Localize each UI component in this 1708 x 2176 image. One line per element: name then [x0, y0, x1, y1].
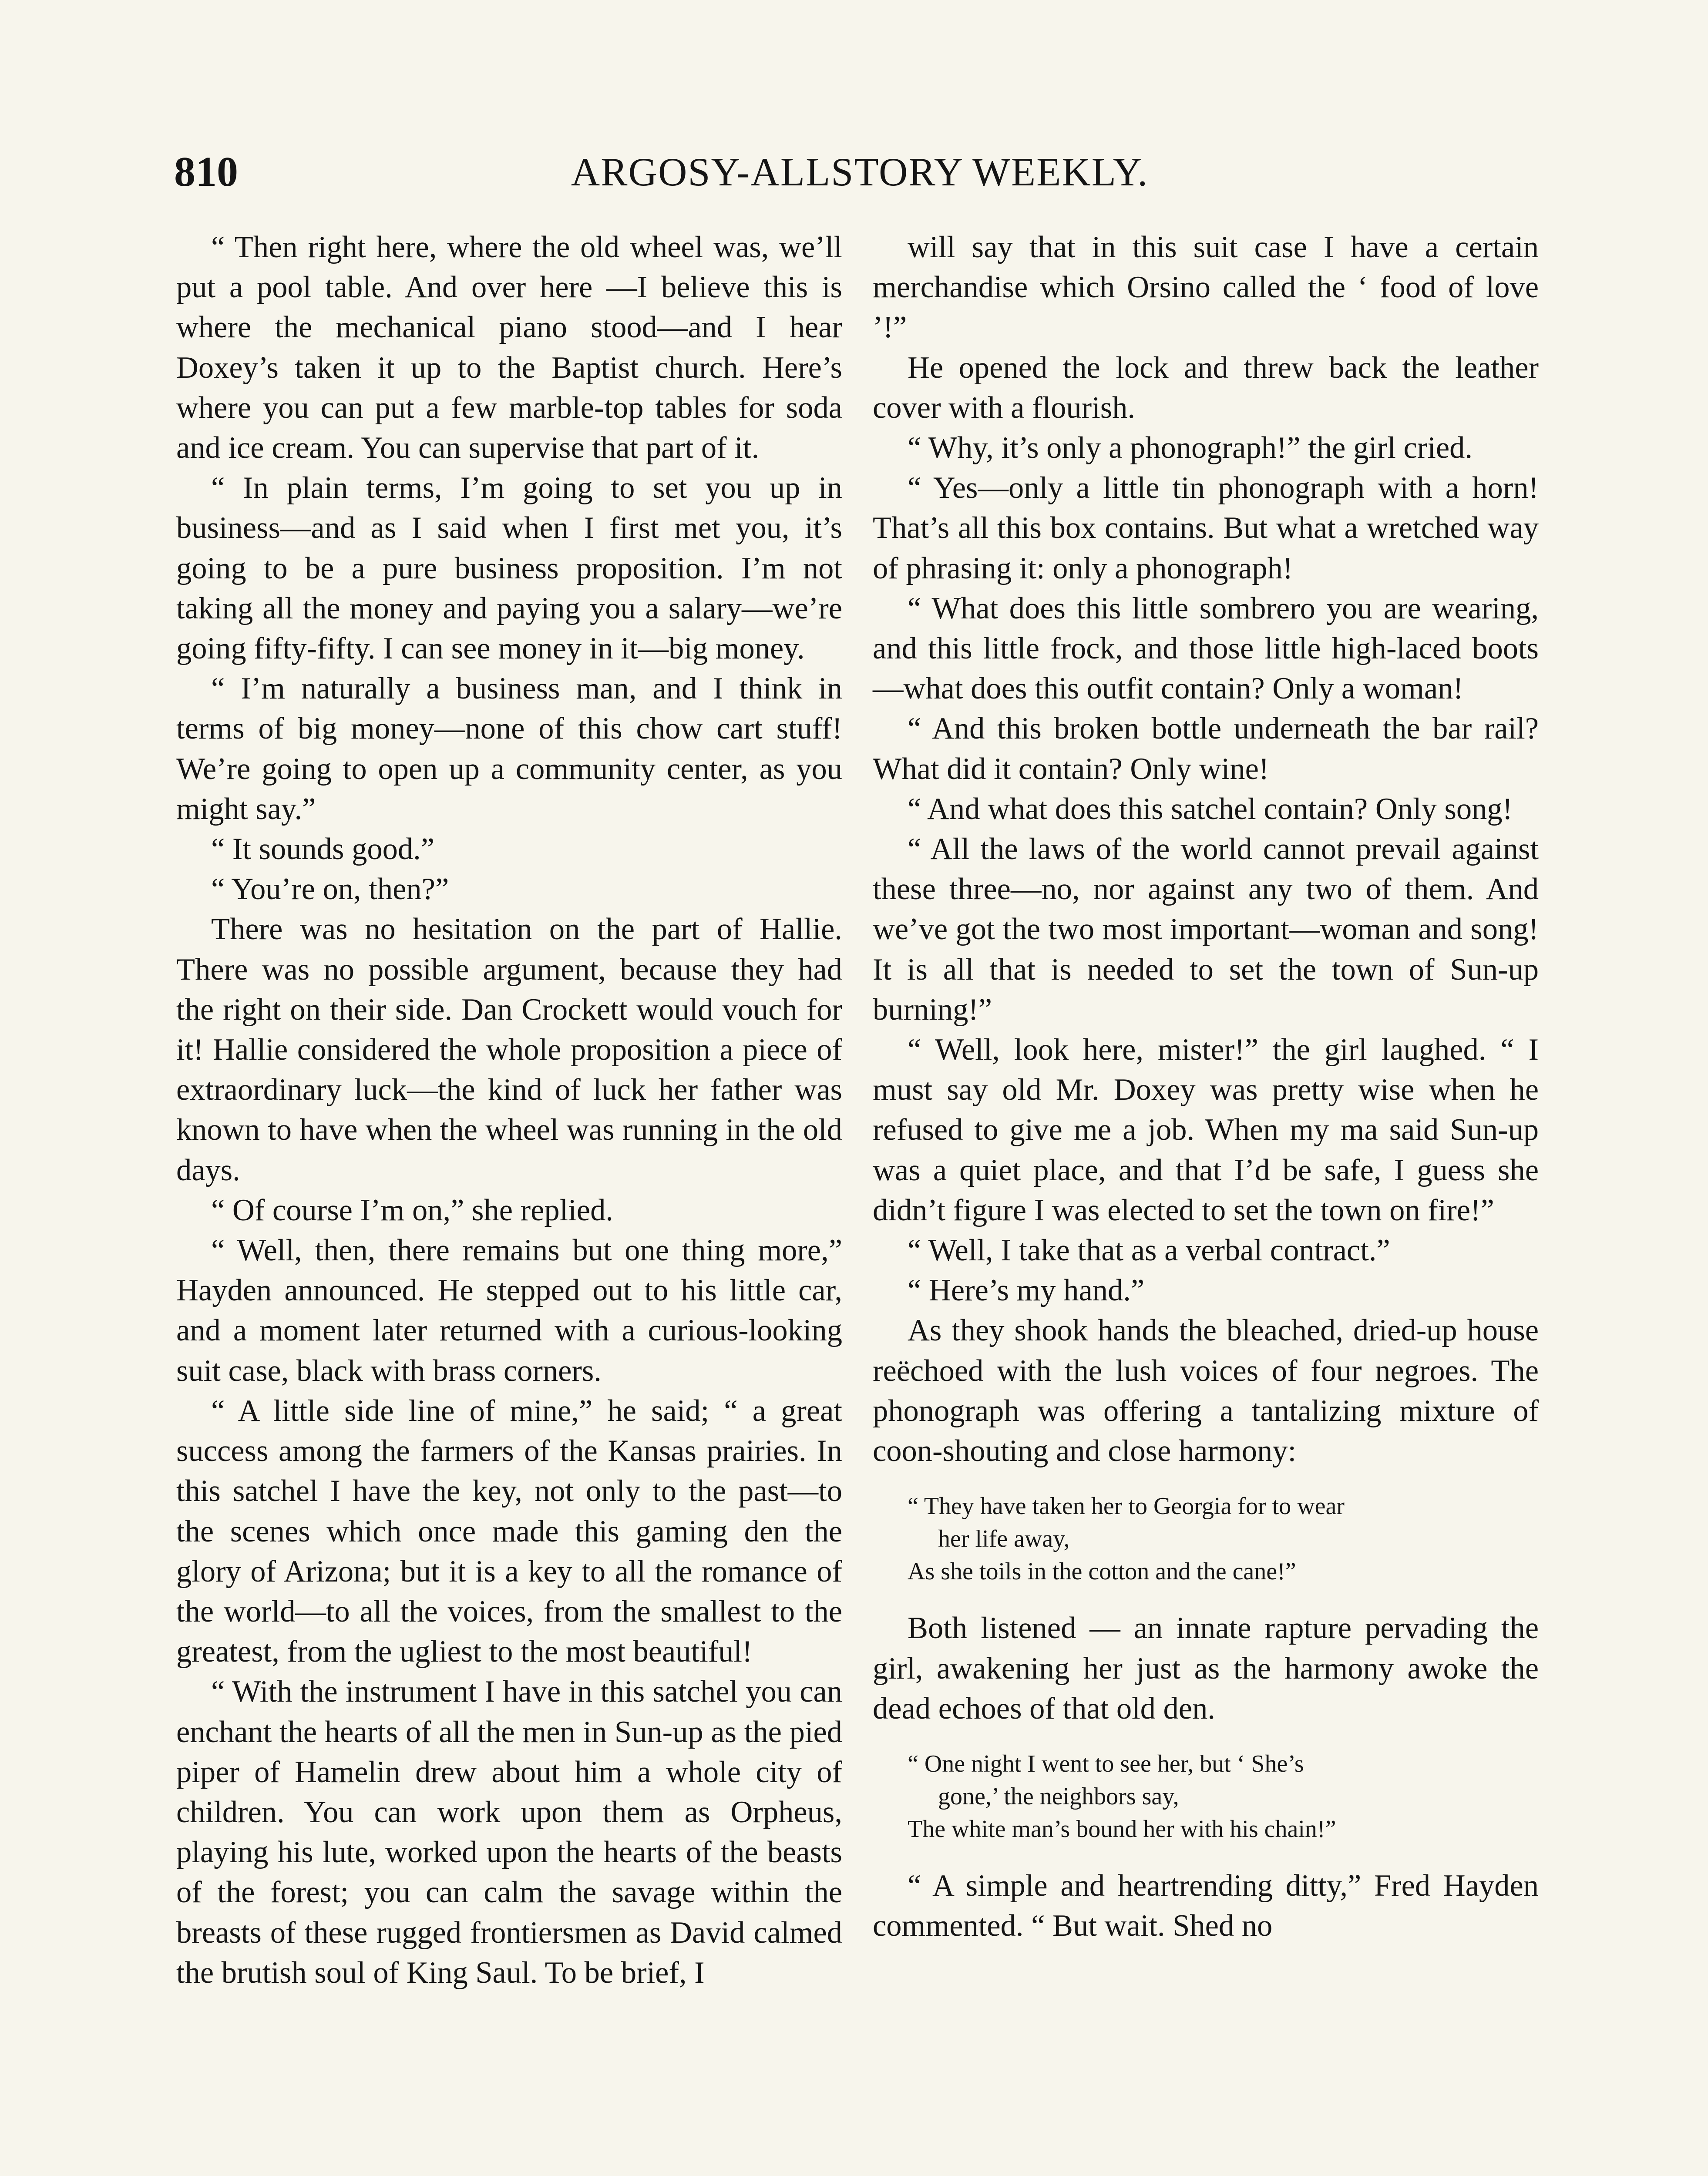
paragraph: “ And this broken bottle underneath the bar rail? What did it contain? Only wine! [873, 712, 1539, 786]
verse-line: As she toils in the cotton and the cane!” [908, 1558, 1296, 1585]
paragraph: “ Yes—only a little tin phonograph with a horn! That’s all this box contains. But what a wretched way of phrasing it: only a phonograph! [873, 471, 1539, 585]
song-verse [908, 1748, 1539, 1846]
paragraph: will say that in this suit case I have a certain merchandise which Orsino called the ‘ food of love ’!” [873, 230, 1539, 345]
paragraph: “ All the laws of the world cannot prevail against these three—no, nor against any two of them. And we’ve got the two most important—woman and song! It is all that is needed to set the town of Sun-up burning!” [873, 832, 1539, 1027]
paragraph: “ Well, then, there remains but one thing more,” Hayden announced. He stepped out to his little car, and a moment later returned with a curious-looking suit case, black with brass corners. [176, 1233, 842, 1388]
paragraph: Both listened — an innate rapture pervading the girl, awakening her just as the harmony awoke the dead echoes of that old den. [873, 1611, 1539, 1726]
paragraph: “ A little side line of mine,” he said; “ a great success among the farmers of the Kansas prairies. In this satchel I have the key, not only to the past—to the scenes which once made this gaming den the glory of Arizona; but it is a key to all the romance of the world—to all the voices, from the smallest to the greatest, from the ugliest to the most beautiful! [176, 1394, 842, 1669]
verse-line: “ They have taken her to Georgia for to wear [908, 1493, 1345, 1520]
running-title: ARGOSY-ALLSTORY WEEKLY. [571, 150, 1149, 194]
left-column [176, 227, 842, 1993]
paragraph: “ With the instrument I have in this satchel you can enchant the hearts of all the men in Sun-up as the pied piper of Hamelin drew about him a whole city of children. You can work upon them as Orpheus, playing his lute, worked upon the hearts of the beasts of the forest; you can calm the savage within the breasts of these rugged frontiersmen as David calmed the brutish soul of King Saul. To be brief, I [176, 1675, 842, 1990]
paragraph: “ Well, I take that as a verbal contract.” [908, 1233, 1390, 1268]
song-verse [908, 1490, 1539, 1588]
paragraph: “ I’m naturally a business man, and I think in terms of big money—none of this chow cart stuff! We’re going to open up a community center, as you might say.” [176, 672, 842, 826]
verse-line: The white man’s bound her with his chain!” [908, 1815, 1336, 1843]
right-column [873, 227, 1539, 1946]
paragraph: “ Well, look here, mister!” the girl laughed. “ I must say old Mr. Doxey was pretty wise when he refused to give me a job. When my ma said Sun-up was a quiet place, and that I’d be safe, I guess she didn’t figure I was elected to set the town on fire!” [873, 1033, 1539, 1227]
paragraph: He opened the lock and threw back the leather cover with a flourish. [873, 350, 1539, 425]
paragraph: “ You’re on, then?” [211, 872, 449, 907]
paragraph: There was no hesitation on the part of Hallie. There was no possible argument, because they had the right on their side. Dan Crockett would vouch for it! Hallie considered the whole proposition a piece of extraordinary luck—the kind of luck her father was known to have when the wheel was running in the old days. [176, 912, 842, 1187]
verse-line: her life away, [938, 1525, 1070, 1553]
paragraph: “ What does this little sombrero you are wearing, and this little frock, and those little high-laced boots—what does this outfit contain? Only a woman! [873, 591, 1539, 706]
verse-line: gone,’ the neighbors say, [938, 1783, 1179, 1810]
paragraph: “ In plain terms, I’m going to set you up in business—and as I said when I first met you, it’s going to be a pure business proposition. I’m not taking all the money and paying you a salary—we’re going fifty-fifty. I can see money in it—big money. [176, 471, 842, 666]
verse-line: “ One night I went to see her, but ‘ She’s [908, 1750, 1304, 1777]
paragraph: “ It sounds good.” [211, 832, 435, 866]
paragraph: “ Then right here, where the old wheel was, we’ll put a pool table. And over here —I believe this is where the mechanical piano stood—and I hear Doxey’s taken it up to the Baptist church. Here’s where you can put a few marble-top tables for soda and ice cream. You can supervise that part of it. [176, 230, 842, 465]
paragraph: As they shook hands the bleached, dried-up house reëchoed with the lush voices of four negroes. The phonograph was offering a tantalizing mixture of coon-shouting and close harmony: [873, 1313, 1539, 1468]
paragraph: “ And what does this satchel contain? Only song! [908, 792, 1513, 826]
paragraph: “ Of course I’m on,” she replied. [211, 1193, 613, 1227]
paragraph: “ Why, it’s only a phonograph!” the girl cried. [908, 431, 1473, 465]
page-header [174, 144, 1545, 200]
page-number: 810 [174, 148, 238, 195]
paragraph: “ A simple and heartrending ditty,” Fred Hayden commented. “ But wait. Shed no [873, 1868, 1539, 1943]
paragraph: “ Here’s my hand.” [908, 1273, 1145, 1308]
